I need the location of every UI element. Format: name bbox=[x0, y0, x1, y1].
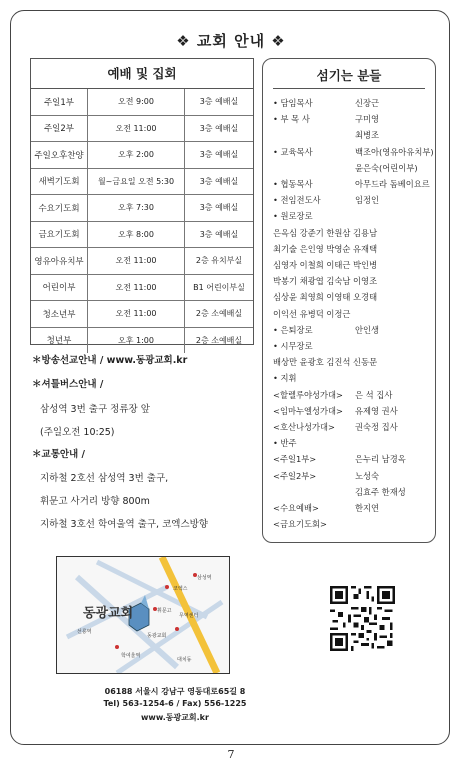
worship-row bbox=[31, 89, 253, 116]
worship-name: 새벽기도회 bbox=[31, 169, 88, 195]
worship-row bbox=[31, 222, 253, 249]
worship-name: 청소년부 bbox=[31, 301, 88, 327]
staff-line bbox=[273, 308, 350, 320]
worship-place: 2층 소예배실 bbox=[195, 335, 243, 345]
worship-place: 3층 예배실 bbox=[199, 97, 239, 107]
worship-place: 2층 유치부실 bbox=[195, 256, 243, 266]
staff-names: 은누리 남경옥 bbox=[355, 454, 406, 465]
staff-line bbox=[273, 146, 434, 158]
staff-role: <주일2부> bbox=[273, 470, 317, 481]
staff-role: • 협동목사 bbox=[273, 179, 313, 189]
staff-role: 배상만 윤광호 김진석 신동문 bbox=[273, 357, 378, 368]
staff-line bbox=[273, 437, 297, 449]
staff-names: 권숙정 집사 bbox=[355, 422, 398, 432]
staff-names: 임정인 bbox=[355, 195, 380, 206]
staff-names: 안인생 bbox=[355, 324, 380, 335]
staff-line bbox=[273, 421, 398, 433]
worship-time: 오전 11:00 bbox=[88, 116, 185, 142]
staff-line bbox=[273, 470, 380, 482]
staff-role: • 담임목사 bbox=[273, 98, 313, 108]
map-label-daechi: 대치동 bbox=[177, 657, 192, 663]
worship-place: B1 어린이부실 bbox=[193, 282, 245, 292]
worship-place: 3층 예배실 bbox=[199, 203, 239, 213]
staff-role: 최기술 은인영 박영순 유재택 bbox=[273, 243, 378, 254]
map-label-church: 동광교회 bbox=[147, 633, 167, 639]
staff-role: • 반주 bbox=[273, 438, 297, 449]
staff-role: 이익선 유병덕 이정근 bbox=[273, 308, 351, 319]
worship-time: 오전 11:00 bbox=[88, 301, 185, 327]
shuttle-line-2: (주일오전 10:25) bbox=[40, 427, 115, 438]
staff-role: <금요기도회> bbox=[273, 519, 327, 530]
staff-names: 최병조 bbox=[355, 130, 380, 141]
worship-place: 2층 소예배실 bbox=[195, 309, 243, 319]
staff-line bbox=[273, 324, 380, 336]
staff-line bbox=[273, 453, 406, 465]
website[interactable]: www.동광교회.kr bbox=[141, 713, 209, 722]
staff-role: 심상윤 최영희 이영태 오경태 bbox=[273, 292, 378, 303]
staff-line bbox=[273, 243, 377, 255]
traffic-line-1: 지하철 2호선 삼성역 3번 출구, bbox=[40, 473, 169, 484]
staff-line bbox=[273, 97, 380, 109]
staff-line bbox=[273, 194, 380, 206]
traffic-line-2: 휘문고 사거리 방향 800m bbox=[40, 496, 150, 507]
staff-role: <주일1부> bbox=[273, 454, 317, 465]
worship-time: 오전 11:00 bbox=[88, 275, 185, 301]
worship-time: 오후 7:30 bbox=[88, 195, 185, 221]
staff-names: 은 석 집사 bbox=[355, 389, 393, 400]
map-label-seolleung: 선릉역 bbox=[77, 629, 92, 635]
page-title: ❖ 교회 안내 ❖ bbox=[176, 32, 286, 50]
shuttle-line-1: 삼성역 3번 출구 정류장 앞 bbox=[40, 404, 150, 415]
staff-role: 심영자 이철희 이태근 박인병 bbox=[273, 260, 378, 270]
broadcast-info: ＊방송선교안내 / www.동광교회.kr bbox=[32, 355, 188, 366]
staff-line bbox=[273, 227, 377, 239]
worship-time: 오전 11:00 bbox=[88, 248, 185, 274]
map-label-trade: 무역센터 bbox=[179, 613, 199, 619]
staff-role: • 부 목 사 bbox=[273, 114, 310, 125]
traffic-line-3: 지하철 3호선 학여울역 출구, 코엑스방향 bbox=[40, 519, 208, 530]
worship-time: 오전 9:00 bbox=[88, 89, 185, 115]
staff-line bbox=[273, 372, 297, 384]
worship-name: 수요기도회 bbox=[31, 195, 88, 221]
worship-name: 영유아유치부 bbox=[31, 248, 88, 274]
staff-role: <임마누엘성가대> bbox=[273, 405, 344, 416]
staff-line bbox=[273, 389, 393, 401]
staff-names: 구미영 bbox=[355, 114, 380, 125]
worship-row bbox=[31, 116, 253, 143]
worship-row bbox=[31, 275, 253, 302]
traffic-title: ＊교통안내 / bbox=[32, 449, 86, 460]
staff-names: 한지연 bbox=[355, 503, 380, 513]
staff-role: • 전임전도사 bbox=[273, 195, 321, 206]
staff-names: 신장근 bbox=[355, 98, 380, 108]
staff-line bbox=[273, 291, 377, 303]
staff-line bbox=[273, 259, 377, 271]
worship-time: 오후 1:00 bbox=[88, 328, 185, 354]
staff-role: • 지휘 bbox=[273, 373, 297, 384]
staff-box bbox=[262, 58, 436, 543]
staff-role: <할렐루야성가대> bbox=[273, 389, 344, 400]
qr-code bbox=[330, 586, 395, 651]
worship-row bbox=[31, 248, 253, 275]
staff-names: 아무드라 돔베이요르 bbox=[355, 179, 430, 189]
staff-role: • 시무장로 bbox=[273, 341, 313, 351]
worship-name: 금요기도회 bbox=[31, 222, 88, 248]
worship-name: 어린이부 bbox=[31, 275, 88, 301]
staff-header: 섬기는 분들 bbox=[273, 63, 425, 89]
staff-role: • 원로장로 bbox=[273, 211, 313, 222]
staff-names: 노성숙 bbox=[355, 470, 380, 481]
staff-line bbox=[273, 113, 380, 125]
worship-place: 3층 예배실 bbox=[199, 150, 239, 160]
staff-role: 은옥심 강준기 한원삼 김용남 bbox=[273, 227, 378, 238]
address-line-1: 06188 서울시 강남구 영동대로65길 8 bbox=[104, 687, 246, 696]
broadcast-label: 방송선교안내 / www.동광교회.kr bbox=[41, 355, 188, 366]
worship-place: 3층 예배실 bbox=[199, 176, 239, 186]
worship-time: 오후 2:00 bbox=[88, 142, 185, 168]
staff-line bbox=[273, 210, 313, 222]
worship-row bbox=[31, 328, 253, 354]
staff-line bbox=[273, 178, 430, 190]
worship-row bbox=[31, 301, 253, 328]
page-number: 7 bbox=[227, 748, 235, 761]
worship-place: 3층 예배실 bbox=[199, 229, 239, 239]
map-illustration bbox=[57, 557, 229, 673]
staff-line bbox=[273, 356, 377, 368]
staff-role: • 교육목사 bbox=[273, 146, 313, 157]
staff-line bbox=[273, 502, 380, 514]
worship-table-header: 예배 및 집회 bbox=[31, 59, 253, 89]
staff-line bbox=[273, 405, 398, 417]
location-map bbox=[56, 556, 230, 674]
staff-names: 김효주 한재성 bbox=[355, 486, 406, 497]
worship-name: 주일1부 bbox=[31, 89, 88, 115]
map-label-coex: 코엑스 bbox=[173, 586, 188, 592]
worship-schedule-table bbox=[30, 58, 254, 345]
address-line-2: Tel) 563-1254-6 / Fax) 556-1225 bbox=[103, 699, 247, 708]
worship-place: 3층 예배실 bbox=[199, 123, 239, 133]
worship-row bbox=[31, 142, 253, 169]
worship-name: 주일오후찬양 bbox=[31, 142, 88, 168]
map-label-whimoon: 휘문고 bbox=[157, 608, 172, 614]
staff-line bbox=[273, 340, 313, 352]
staff-role: 박봉기 채광엽 김숙남 이영조 bbox=[273, 276, 378, 287]
map-label-hakyeoul: 학여울역 bbox=[121, 653, 141, 659]
staff-role: <호산나성가대> bbox=[273, 422, 335, 432]
staff-line bbox=[273, 518, 327, 530]
worship-time: 월~금요일 오전 5:30 bbox=[88, 169, 185, 195]
worship-name: 청년부 bbox=[31, 328, 88, 354]
map-logo: 동광교회 bbox=[83, 606, 134, 621]
map-label-samsung: 삼성역 bbox=[197, 575, 212, 581]
staff-names: 윤은숙(어린이부) bbox=[355, 162, 418, 173]
worship-time: 오후 8:00 bbox=[88, 222, 185, 248]
worship-name: 주일2부 bbox=[31, 116, 88, 142]
shuttle-title: ＊셔틀버스안내 / bbox=[32, 379, 104, 390]
staff-names: 백조아(영유아유치부) bbox=[355, 146, 434, 157]
worship-row bbox=[31, 195, 253, 222]
staff-line bbox=[273, 275, 377, 287]
worship-row bbox=[31, 169, 253, 196]
staff-role: • 은퇴장로 bbox=[273, 324, 313, 335]
staff-names: 유제영 권사 bbox=[355, 405, 398, 416]
staff-role: <수요예배> bbox=[273, 503, 319, 513]
